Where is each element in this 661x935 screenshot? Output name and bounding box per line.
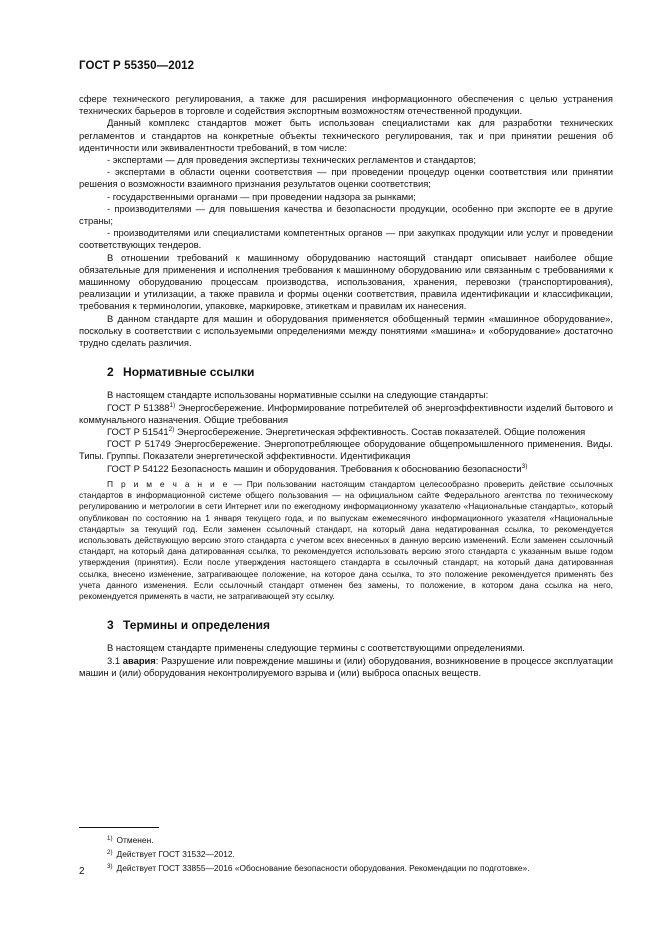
document-body bbox=[79, 93, 613, 679]
footnote-marker: 2) bbox=[168, 426, 175, 434]
footnote-marker: 3) bbox=[521, 462, 528, 470]
list-item: - экспертами — для проведения экспертизы технических регламентов и стандартов; bbox=[107, 154, 476, 166]
section-number: 2 bbox=[107, 365, 114, 380]
footnote-divider bbox=[79, 827, 159, 828]
footnote-text: Отменен. bbox=[116, 835, 154, 845]
term-definition bbox=[79, 655, 613, 679]
reference-item bbox=[79, 426, 613, 438]
document-header: ГОСТ Р 55350—2012 bbox=[79, 60, 195, 72]
section-heading-normative-references bbox=[107, 366, 613, 378]
footnote-marker: 1) bbox=[107, 835, 113, 842]
note-paragraph bbox=[79, 479, 613, 602]
list-item: - экспертами в области оценки соответствия — при проведении процедур оценки соответствия или принятии решения о возможности взаимного признания результатов оценки соответствия; bbox=[79, 166, 613, 190]
footnote-text: Действует ГОСТ 33855—2016 «Обоснование безопасности оборудования. Рекомендации по подготовке». bbox=[116, 863, 530, 873]
section-title: Нормативные ссылки bbox=[123, 365, 255, 380]
reference-title: Безопасность машин и оборудования. Требования к обоснованию безопасности bbox=[168, 462, 522, 474]
footnote-text: Действует ГОСТ 31532—2012. bbox=[116, 849, 235, 859]
page-number: 2 bbox=[79, 866, 85, 877]
references-lead: В настоящем стандарте использованы нормативные ссылки на следующие стандарты: bbox=[107, 389, 489, 401]
footnote-marker: 2) bbox=[107, 849, 113, 856]
reference-code: ГОСТ Р 51541 bbox=[107, 426, 169, 438]
footnote-marker: 3) bbox=[107, 863, 113, 870]
section-number: 3 bbox=[107, 618, 114, 633]
section-title: Термины и определения bbox=[123, 618, 271, 633]
intro-paragraph: В данном стандарте для машин и оборудования применяется обобщенный термин «машинное оборудование», поскольку в соответствии с используемыми определениями между понятиями «машина» и «оборудование» достаточно трудно сделать различия. bbox=[79, 312, 613, 349]
footnote bbox=[79, 833, 619, 847]
intro-paragraph: Данный комплекс стандартов может быть использован специалистами как для разработки технических регламентов и стандартов на конкретные объекты технического регулирования, так и при принятии решения об идентичности или эквивалентности требований, в том числе: bbox=[79, 117, 613, 153]
footnote-marker: 1) bbox=[169, 401, 176, 409]
reference-title: Энергосбережение. Информирование потребителей об энергоэффективности изделий бытового и коммунального назначения. Общие требования bbox=[79, 401, 614, 425]
list-item: - производителями или специалистами компетентных органов — при закупках продукции или услуг и проведении соответствующих тендеров. bbox=[79, 227, 613, 251]
list-item: - производителями — для повышения качества и безопасности продукции, особенно при экспорте ее в другие страны; bbox=[79, 202, 613, 227]
term-number: 3.1 bbox=[107, 654, 121, 666]
reference-item bbox=[79, 438, 613, 462]
reference-title: Энергосбережение. Энергетическая эффективность. Состав показателей. Общие положения bbox=[174, 426, 586, 438]
section-heading-terms bbox=[107, 619, 613, 631]
note-text: — При пользовании настоящим стандартом целесообразно проверить действие ссылочных стандартов в информационной системе общего пользования — на официальном сайте Федерального агентства по техническому регулированию и метрологии в сети Интернет или по ежегодному информационному указателю «Национальные стандарты», который опубликован по состоянию на 1 января текущего года, и по выпускам ежемесячного информационного указателя «Национальные стандарты» за текущий год. Если заменен ссылочный стандарт, на который дана недатированная ссылка, то рекомендуется использовать действующую версию этого стандарта с учетом всех внесенных в данную версию изменений. Если заменен ссылочный стандарт, на который дана датированная ссылка, то рекомендуется использовать версию этого стандарта с указанным выше годом утверждения (принятия). Если после утверждения настоящего стандарта в ссылочный стандарт, на который дана датированная ссылка, внесено изменение, затрагивающее положение, на которое дана ссылка, то это положение рекомендуется применять без учета данного изменения. Если ссылочный стандарт отменен без замены, то положение, в котором дана ссылка на него, рекомендуется применять в части, не затрагивающей эту ссылку. bbox=[79, 478, 613, 601]
reference-item bbox=[79, 463, 613, 475]
footnote bbox=[79, 861, 619, 875]
term-text: : Разрушение или повреждение машины и (или) оборудования, возникновение в процессе эксплуатации машин и (или) оборудования неконтролируемого взрыва и (или) выброса опасных веществ. bbox=[79, 654, 614, 678]
footnotes bbox=[79, 827, 619, 875]
intro-paragraph-continued: сфере технического регулирования, а также для расширения информационного обеспечения с целью устранения технических барьеров в торговле и содействия экспортным возможностям отечественной продукции. bbox=[79, 93, 613, 117]
list-item: - государственными органами — при проведении надзора за рынками; bbox=[107, 190, 416, 202]
footnote bbox=[79, 847, 619, 861]
note-label: П р и м е ч а н и е bbox=[107, 478, 229, 489]
reference-code: ГОСТ Р 51749 bbox=[107, 438, 171, 450]
reference-item bbox=[79, 402, 613, 426]
terms-lead: В настоящем стандарте применены следующие термины с соответствующими определениями. bbox=[107, 642, 525, 654]
reference-code: ГОСТ Р 51388 bbox=[107, 401, 170, 413]
intro-paragraph: В отношении требований к машинному оборудованию настоящий стандарт описывает наиболее общие обязательные для применения и исполнения требования к машинному оборудованию или связанным с требованиями к машинному оборудованию процессам производства, использования, хранения, перевозки (транспортирования), реализации и утилизации, а также правила и формы оценки соответствия, правила идентификации и классификации, требования к терминологии, упаковке, маркировке, этикеткам и правилам их нанесения. bbox=[79, 251, 613, 312]
term-name: авария bbox=[122, 654, 156, 666]
reference-title: Энергосбережение. Энергопотребляющее оборудование общепромышленного применения. Виды. Типы. Группы. Показатели энергетической эффективности. Идентификация bbox=[79, 438, 614, 462]
reference-code: ГОСТ Р 54122 bbox=[107, 462, 169, 474]
